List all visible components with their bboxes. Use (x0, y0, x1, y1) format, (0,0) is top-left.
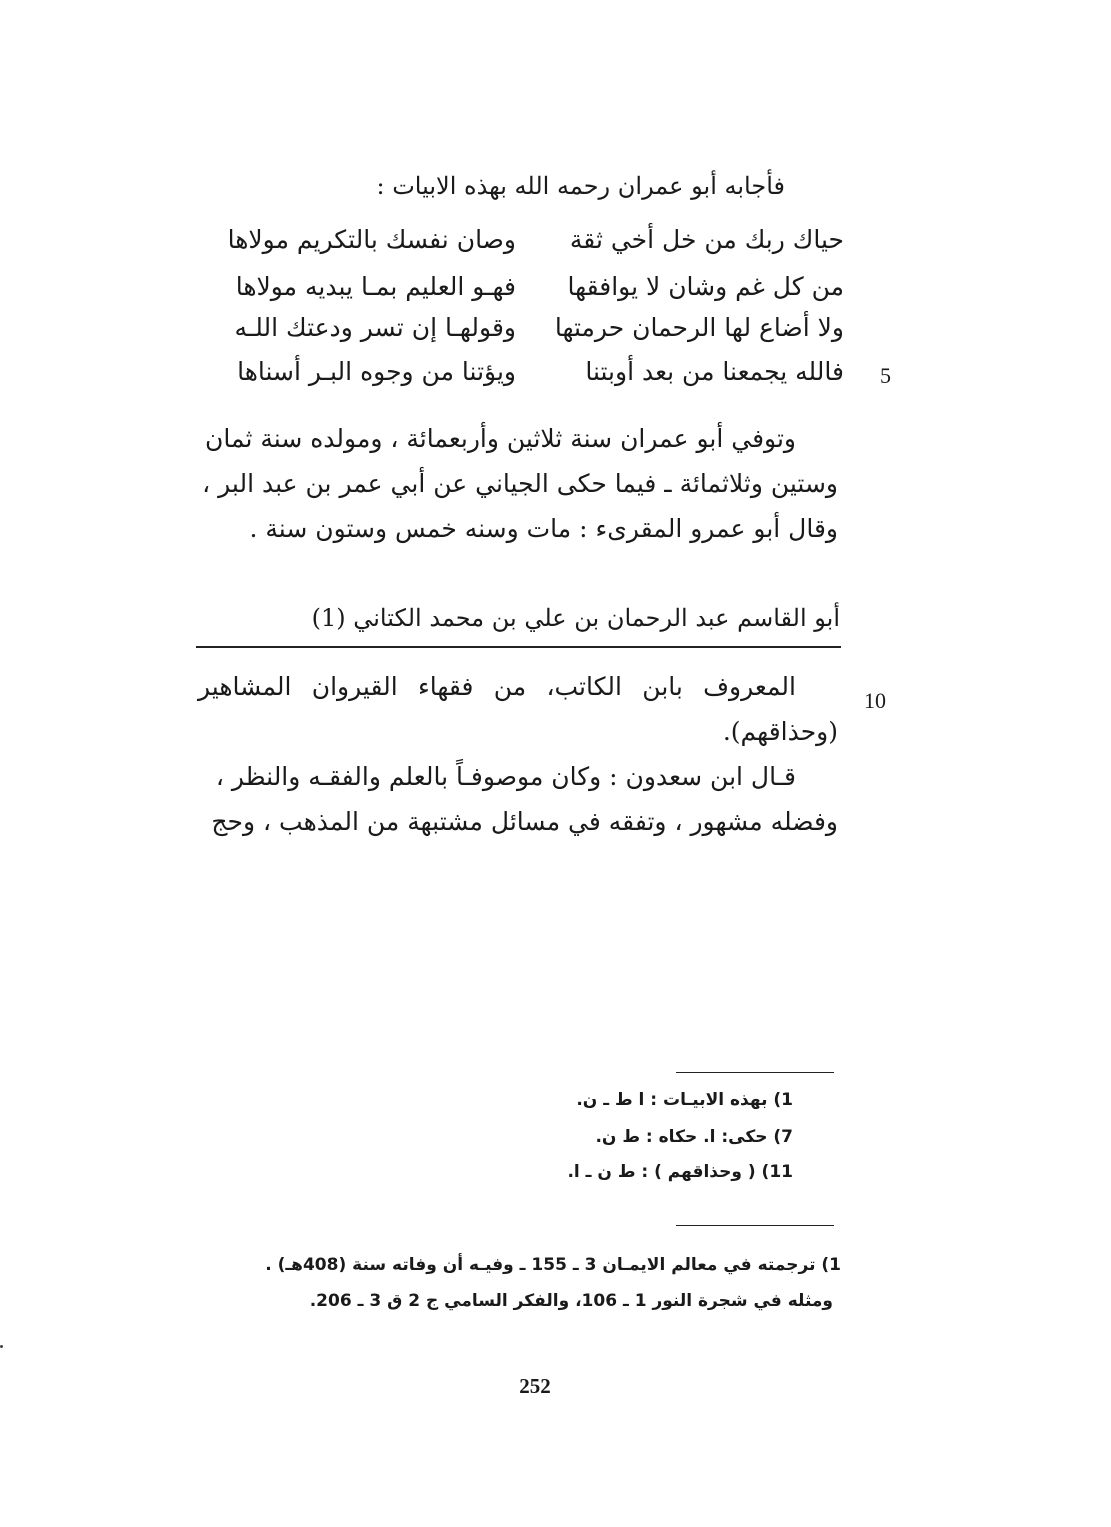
paragraph-line: وفضله مشهور ، وتفقه في مسائل مشتبهة من المذهب ، وحج (211, 807, 838, 836)
verse-line (196, 265, 844, 309)
verse-first-hemistich: من كل غم وشان لا يوافقها (567, 272, 844, 301)
paragraph-line: وستين وثلاثمائة ـ فيما حكى الجياني عن أبي عمر بن عبد البر ، (202, 469, 838, 498)
footnote-variant: 7) حكى: ا. حكاه : ط ن. (595, 1127, 793, 1147)
verse-line (196, 306, 844, 350)
verse-first-hemistich: فالله يجمعنا من بعد أوبتنا (585, 357, 844, 386)
verse-second-hemistich: ويؤتنا من وجوه البـر أسناها (237, 357, 516, 386)
heading-underline (196, 646, 841, 648)
footnote-separator (676, 1225, 834, 1226)
paragraph-line: وتوفي أبو عمران سنة ثلاثين وأربعمائة ، ومولده سنة ثمان (205, 424, 796, 453)
paragraph-line: المعروف بابن الكاتب، من فقهاء القيروان المشاهير (وحذاقهم). (198, 672, 838, 746)
biography-heading: أبو القاسم عبد الرحمان بن علي بن محمد الكتاني (1) (311, 604, 840, 632)
verse-line (196, 350, 844, 394)
footnote-separator (676, 1072, 834, 1073)
intro-line: فأجابه أبو عمران رحمه الله بهذه الابيات : (376, 172, 785, 200)
paragraph-line: قـال ابن سعدون : وكان موصوفـاً بالعلم والفقـه والنظر ، (215, 762, 796, 791)
paragraph-death-date (198, 416, 838, 551)
paragraph-biography (198, 664, 838, 844)
footnote-biography: ومثله في شجرة النور 1 ـ 106، والفكر السامي ج 2 ق 3 ـ 206. (309, 1291, 833, 1311)
footnote-variant: 11) ( وحذاقهم ) : ط ن ـ ا. (567, 1162, 793, 1182)
verse-first-hemistich: ولا أضاع لها الرحمان حرمتها (554, 313, 844, 342)
line-number-5: 5 (880, 363, 891, 388)
line-number-10: 10 (864, 688, 886, 713)
footnote-biography: 1) ترجمته في معالم الايمـان 3 ـ 155 ـ وفيـه أن وفاته سنة (408هـ) . (265, 1255, 841, 1275)
verse-line (196, 218, 844, 262)
verse-second-hemistich: فهـو العليم بمـا يبديه مولاها (235, 272, 516, 301)
verse-second-hemistich: وقولهـا إن تسر ودعتك اللـه (234, 313, 516, 342)
scan-speck (0, 1345, 3, 1348)
page-number: 252 (519, 1374, 551, 1398)
verse-first-hemistich: حياك ربك من خل أخي ثقة (569, 225, 844, 254)
footnote-variant: 1) بهذه الابيـات : ا ط ـ ن. (576, 1090, 793, 1110)
verse-second-hemistich: وصان نفسك بالتكريم مولاها (227, 225, 516, 254)
paragraph-line: وقال أبو عمرو المقرىء : مات وسنه خمس وستون سنة . (249, 514, 838, 543)
